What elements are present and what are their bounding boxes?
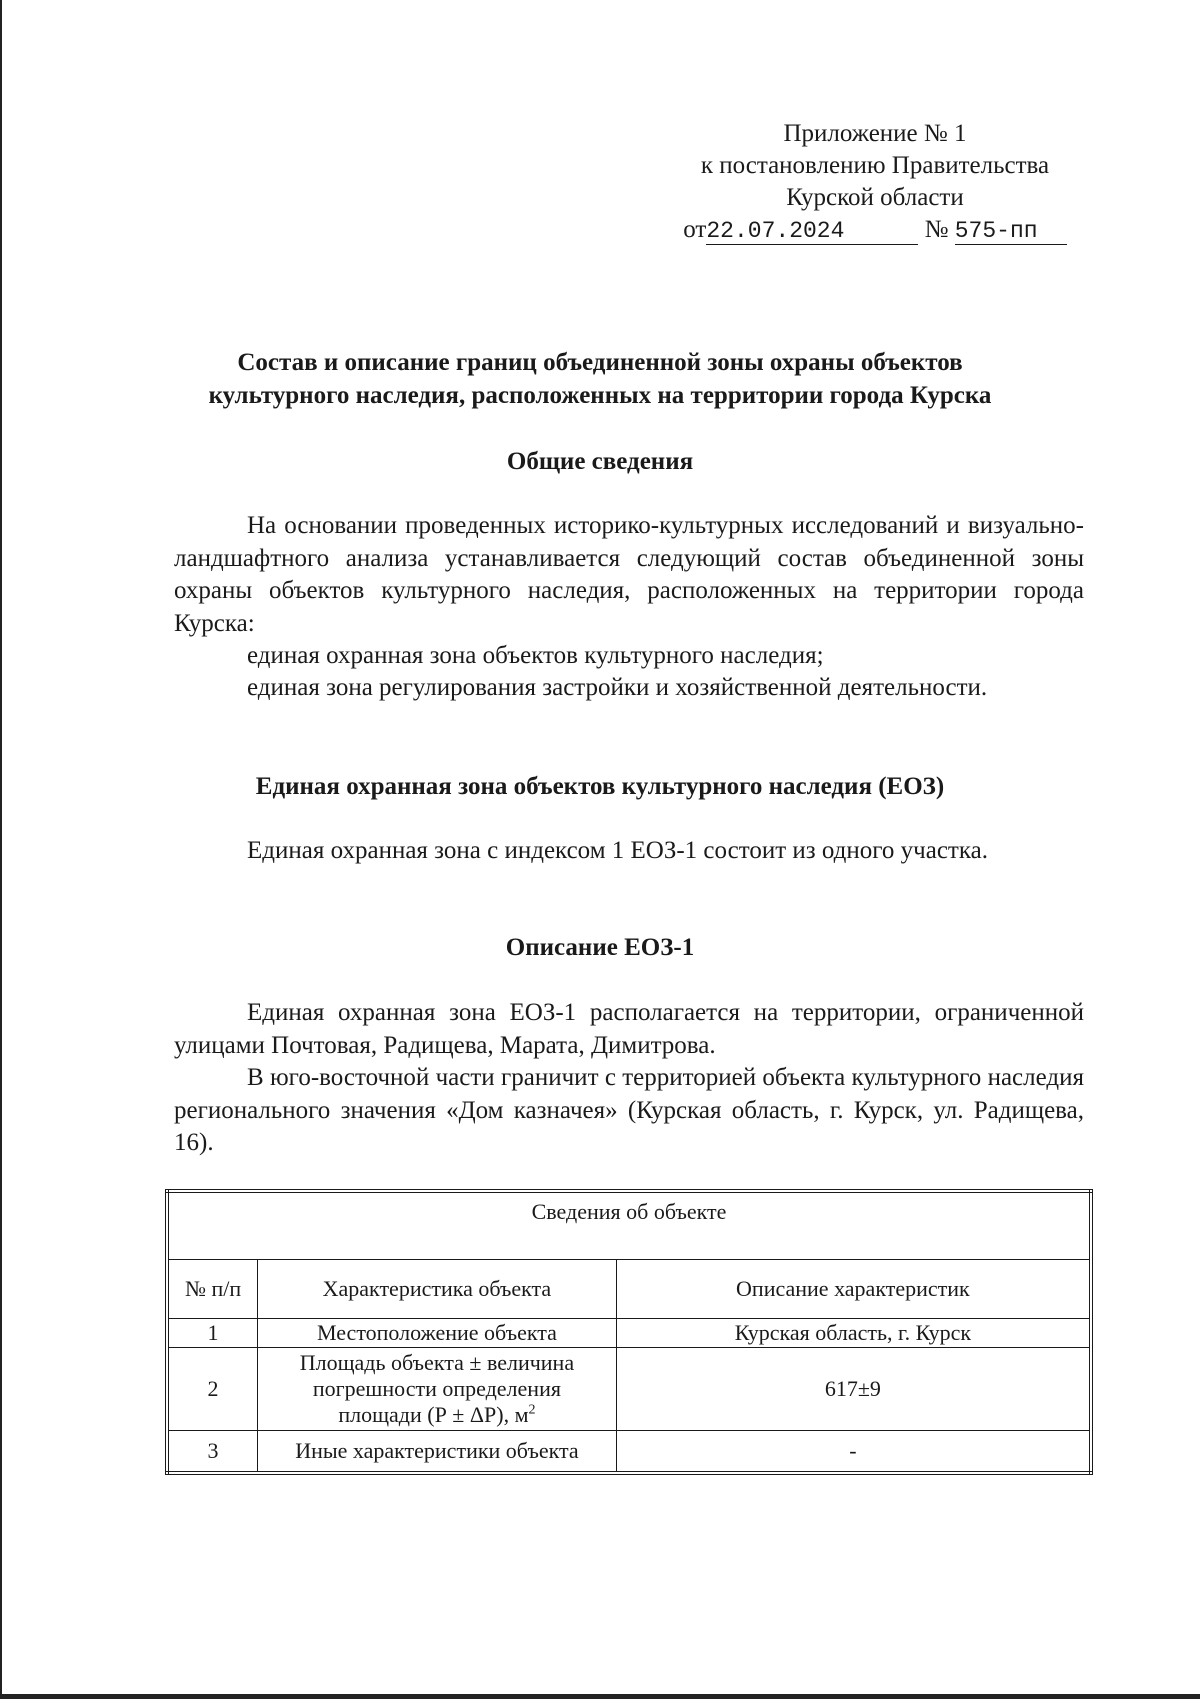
row-description: 617±9 — [616, 1348, 1091, 1431]
characteristic-line-1: Площадь объекта ± величина — [299, 1350, 575, 1375]
heading-general-info: Общие сведения — [506, 448, 694, 475]
row-description: Курская область, г. Курск — [616, 1319, 1091, 1348]
table-row — [167, 1319, 1091, 1348]
row-number: 2 — [167, 1348, 258, 1431]
header-characteristic: Характеристика объекта — [258, 1260, 617, 1319]
resolution-date: 22.07.2024 — [706, 218, 918, 245]
title-line-2: культурного наследия, расположенных на территории города Курска — [208, 382, 992, 409]
unit-superscript: 2 — [528, 1402, 536, 1418]
paragraph-general-2: единая охранная зона объектов культурного наследия; — [247, 642, 824, 669]
resolution-number: 575-пп — [955, 218, 1067, 245]
attachment-line-1: Приложение № 1 — [783, 120, 967, 147]
attachment-line-3: Курской области — [786, 184, 964, 211]
table-caption: Сведения об объекте — [167, 1191, 1091, 1260]
attachment-line-2: к постановлению Правительства — [700, 152, 1050, 179]
date-prefix: от — [683, 216, 707, 243]
header-number: № п/п — [167, 1260, 258, 1319]
row-characteristic: Иные характеристики объекта — [258, 1431, 617, 1474]
paragraph-eoz1-2: В юго-восточной части граничит с территорией объекта культурного наследия регионального значения «Дом казначея» (Курская область, г. Курск, ул. Радищева, 16). — [174, 1064, 1084, 1156]
number-prefix: № — [924, 216, 949, 243]
paragraph-general-1: На основании проведенных историко-культурных исследований и визуально-ландшафтного анализа устанавливается следующий состав объединенной зоны охраны объектов культурного наследия, расположенных на территории города Курска: — [174, 512, 1084, 637]
characteristic-line-2: погрешности определения — [312, 1376, 561, 1401]
object-info-table — [165, 1189, 1093, 1475]
row-number: 3 — [167, 1431, 258, 1474]
paragraph-general-3: единая зона регулирования застройки и хозяйственной деятельности. — [247, 674, 988, 701]
row-number: 1 — [167, 1319, 258, 1348]
characteristic-line-3: площади (Р ± ΔР), м — [338, 1402, 529, 1427]
attachment-date-number-line — [665, 214, 1085, 246]
row-characteristic — [258, 1348, 617, 1431]
table-row — [167, 1348, 1091, 1431]
header-description: Описание характеристик — [616, 1260, 1091, 1319]
row-description: - — [616, 1431, 1091, 1474]
table-row — [167, 1431, 1091, 1474]
scan-edge-bottom — [0, 1694, 1200, 1699]
table-caption-row — [167, 1191, 1091, 1260]
table-header-row — [167, 1260, 1091, 1319]
row-characteristic: Местоположение объекта — [258, 1319, 617, 1348]
paragraph-eoz: Единая охранная зона с индексом 1 ЕОЗ-1 состоит из одного участка. — [247, 837, 988, 864]
document-title — [150, 346, 1050, 412]
title-line-1: Состав и описание границ объединенной зоны охраны объектов — [237, 349, 963, 376]
paragraph-eoz1-1: Единая охранная зона ЕОЗ-1 располагается на территории, ограниченной улицами Почтовая, Радищева, Марата, Димитрова. — [174, 999, 1084, 1059]
heading-eoz1: Описание ЕОЗ-1 — [505, 934, 695, 961]
attachment-block — [665, 118, 1085, 246]
scan-edge-left — [0, 0, 2, 1699]
heading-eoz: Единая охранная зона объектов культурного наследия (ЕОЗ) — [255, 773, 945, 800]
